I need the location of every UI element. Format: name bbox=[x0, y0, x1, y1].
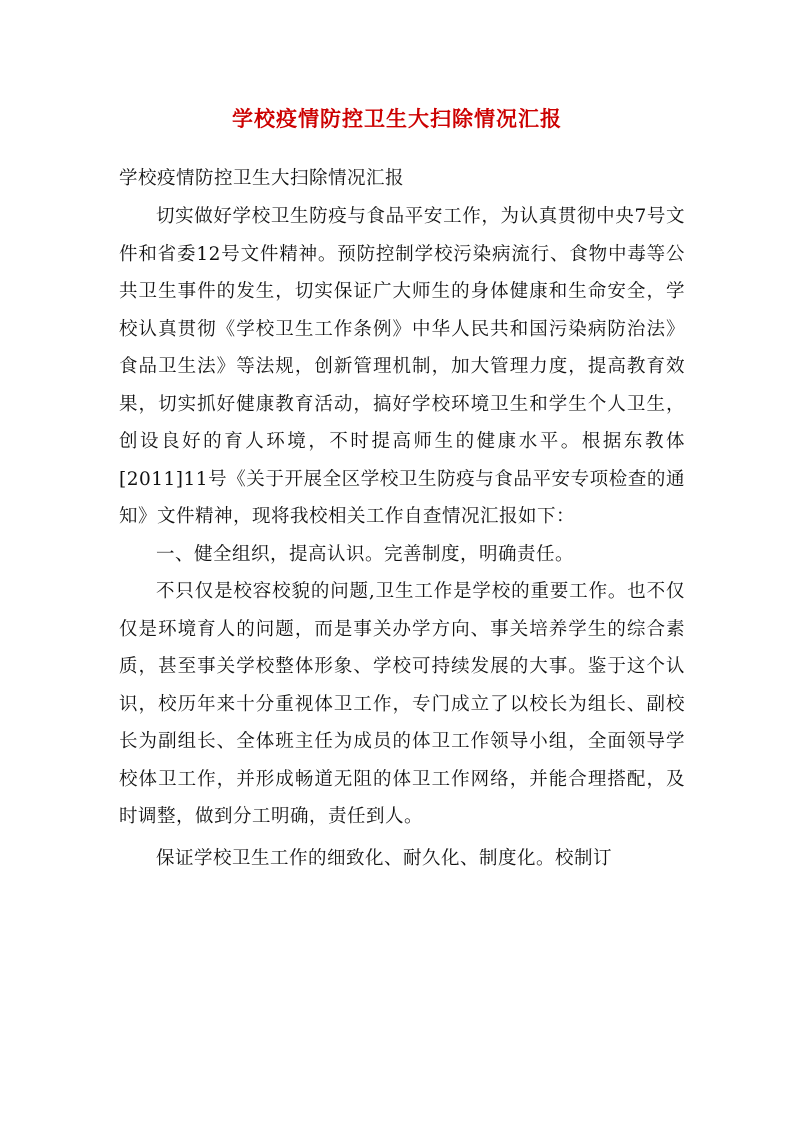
paragraph-section-1: 不只仅是校容校貌的问题,卫生工作是学校的重要工作。也不仅仅是环境育人的问题，而是事关办学方向、事关培养学生的综合素质，甚至事关学校整体形象、学校可持续发展的大事。鉴于这个认识，校历年来十分重视体卫工作，专门成立了以校长为组长、副校长为副组长、全体班主任为成员的体卫工作领导小组，全面领导学校体卫工作，并形成畅道无阻的体卫工作网络，并能合理搭配，及时调整，做到分工明确，责任到人。 bbox=[119, 581, 685, 827]
document-title: 学校疫情防控卫生大扫除情况汇报 bbox=[232, 106, 562, 131]
paragraph-intro: 切实做好学校卫生防疫与食品平安工作，为认真贯彻中央7号文件和省委12号文件精神。预防控制学校污染病流行、食物中毒等公共卫生事件的发生，切实保证广大师生的身体健康和生命安全，学校认真贯彻《学校卫生工作条例》中华人民共和国污染病防治法》食品卫生法》等法规，创新管理机制，加大管理力度，提高教育效果，切实抓好健康教育活动，搞好学校环境卫生和学生个人卫生，创设良好的育人环境，不时提高师生的健康水平。根据东教体[2011]11号《关于开展全区学校卫生防疫与食品平安专项检查的通知》文件精神，现将我校相关工作自查情况汇报如下： bbox=[119, 206, 685, 527]
document-subtitle: 学校疫情防控卫生大扫除情况汇报 bbox=[119, 168, 405, 189]
paragraph-continued: 保证学校卫生工作的细致化、耐久化、制度化。校制订 bbox=[156, 847, 613, 869]
section-heading-1: 一、健全组织，提高认识。完善制度，明确责任。 bbox=[156, 543, 575, 565]
document-body bbox=[119, 160, 685, 877]
